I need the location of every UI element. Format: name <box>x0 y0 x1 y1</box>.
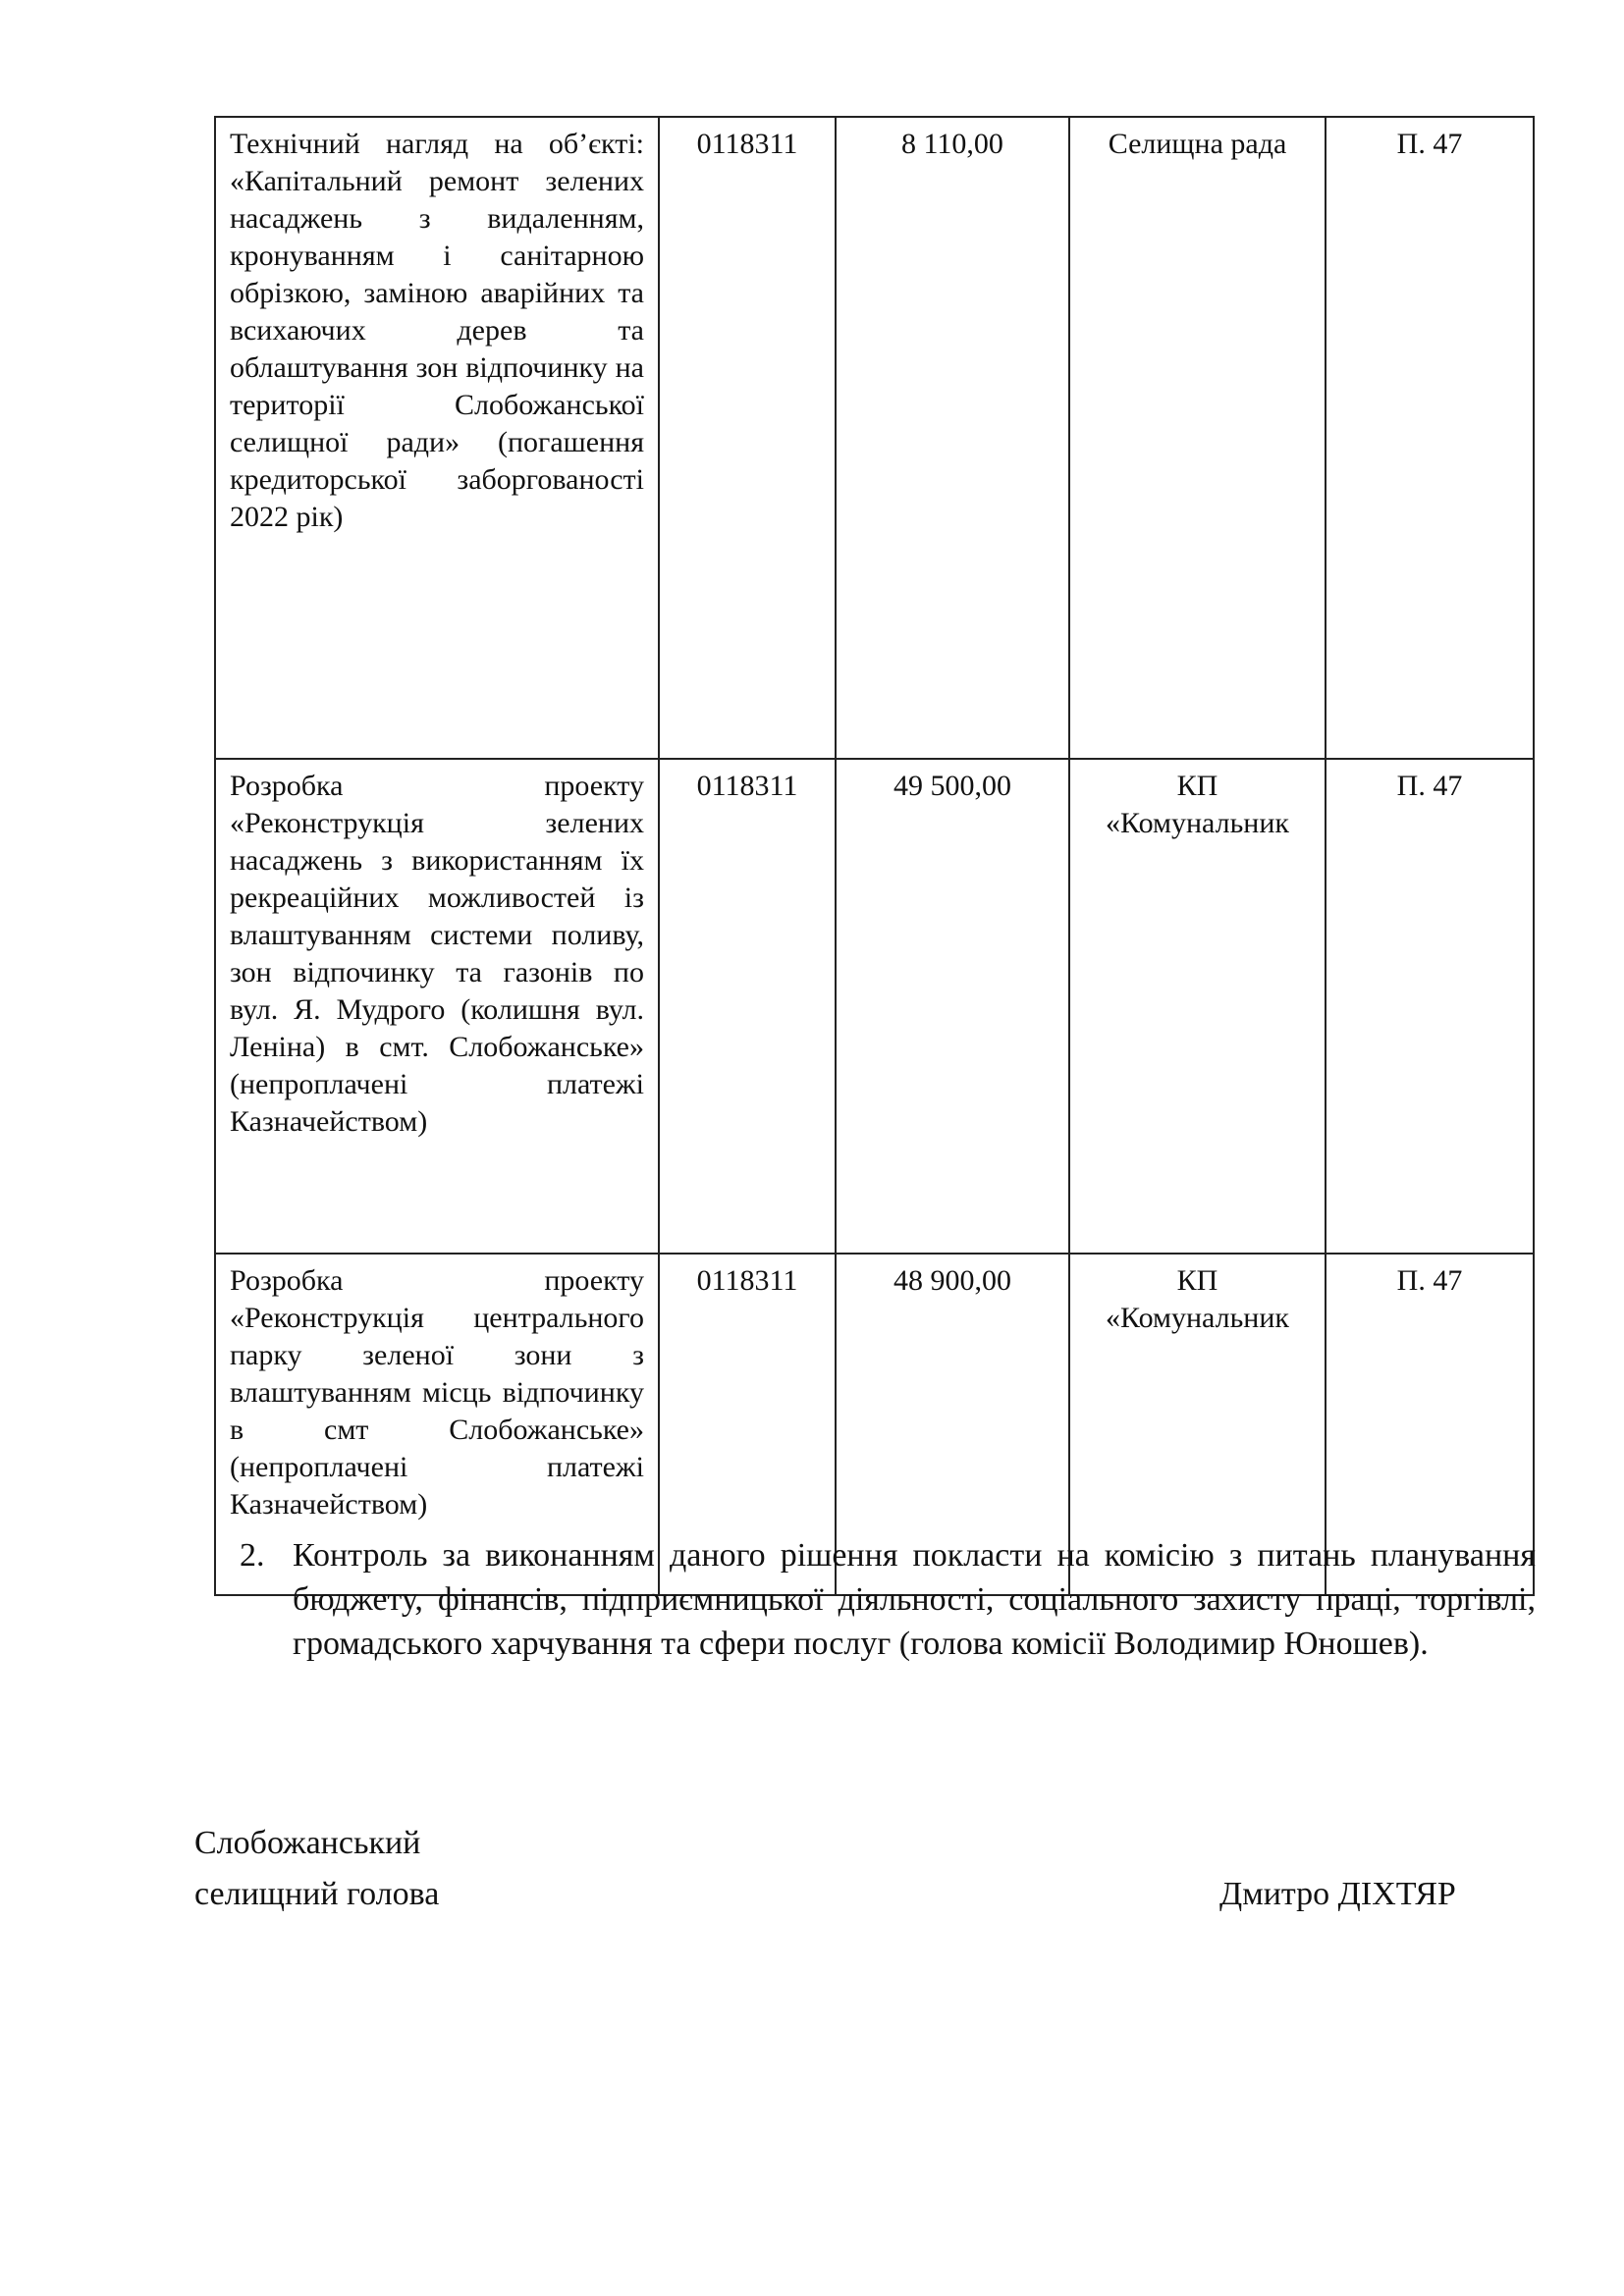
program-point: П. 47 <box>1326 1254 1534 1595</box>
executor: Селищна рада <box>1069 117 1326 759</box>
budget-code: 0118311 <box>659 117 836 759</box>
signature-name: Дмитро ДІХТЯР <box>1219 1876 1456 1912</box>
table-row <box>215 117 1534 759</box>
signature-title <box>194 1818 439 1920</box>
clause-number: 2. <box>240 1537 265 1574</box>
budget-code: 0118311 <box>659 1254 836 1595</box>
table-row <box>215 759 1534 1254</box>
measure-description: Технічний нагляд на об’єкті: «Капітальний ремонт зелених насаджень з видаленням, кронуванням і санітарною обрізкою, заміною аварійних та всихаючих дерев та облаштування зон відпочинку на території Слобожанської селищної ради» (погашення кредиторської заборгованості 2022 рік) <box>215 117 659 759</box>
executor: КП «Комунальник <box>1069 759 1326 1254</box>
program-point: П. 47 <box>1326 117 1534 759</box>
amount: 8 110,00 <box>836 117 1069 759</box>
clause-text: Контроль за виконанням даного рішення покласти на комісію з питань планування бюджету, фінансів, підприємницької діяльності, соціального захисту праці, торгівлі, громадського харчування та сфери послуг (голова комісії Володимир Юношев). <box>293 1537 1536 1662</box>
budget-code: 0118311 <box>659 759 836 1254</box>
measure-description: Розробка проекту «Реконструкція центрального парку зеленої зони з влаштуванням місць відпочинку в смт Слобожанське» (непроплачені платежі Казначейством) <box>215 1254 659 1595</box>
amount: 48 900,00 <box>836 1254 1069 1595</box>
signature-title-line1: Слобожанський <box>194 1825 421 1861</box>
executor: КП «Комунальник <box>1069 1254 1326 1595</box>
decision-clause <box>240 1533 1536 1666</box>
budget-table <box>214 116 1535 1596</box>
program-point: П. 47 <box>1326 759 1534 1254</box>
signature-title-line2: селищний голова <box>194 1876 440 1912</box>
measure-description: Розробка проекту «Реконструкція зелених насаджень з використанням їх рекреаційних можливостей із влаштуванням системи поливу, зон відпочинку та газонів по вул. Я. Мудрого (колишня вул. Леніна) в смт. Слобожанське» (непроплачені платежі Казначейством) <box>215 759 659 1254</box>
amount: 49 500,00 <box>836 759 1069 1254</box>
